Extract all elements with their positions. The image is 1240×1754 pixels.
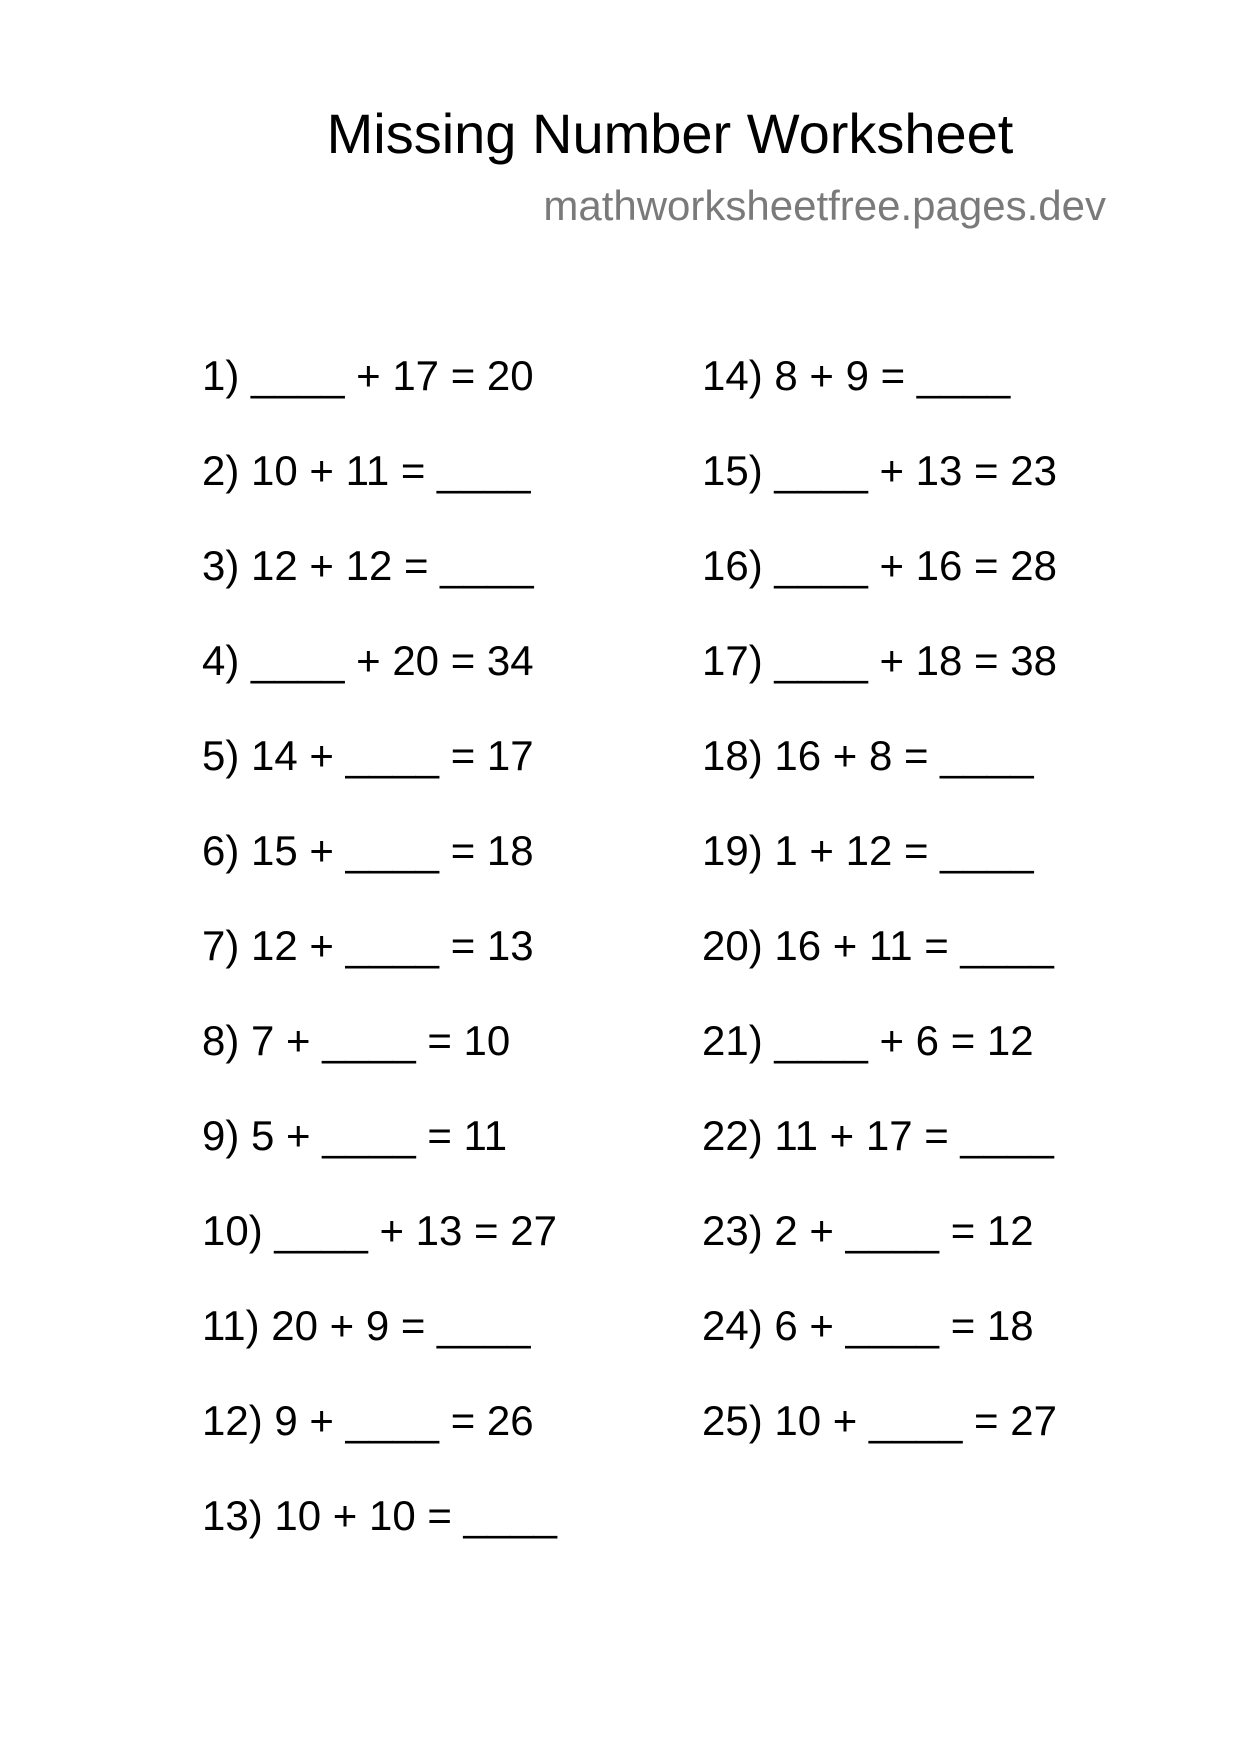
website-url: mathworksheetfree.pages.dev bbox=[543, 182, 1106, 229]
problem-21: 21) ____ + 6 = 12 bbox=[702, 1017, 1034, 1064]
problem-5: 5) 14 + ____ = 17 bbox=[202, 732, 534, 779]
problem-18: 18) 16 + 8 = ____ bbox=[702, 732, 1034, 779]
problem-9: 9) 5 + ____ = 11 bbox=[202, 1112, 508, 1159]
problem-20: 20) 16 + 11 = ____ bbox=[702, 922, 1054, 969]
problem-10: 10) ____ + 13 = 27 bbox=[202, 1207, 557, 1254]
problem-15: 15) ____ + 13 = 23 bbox=[702, 447, 1057, 494]
problem-13: 13) 10 + 10 = ____ bbox=[202, 1492, 557, 1539]
problem-14: 14) 8 + 9 = ____ bbox=[702, 352, 1011, 399]
problem-1: 1) ____ + 17 = 20 bbox=[202, 352, 534, 399]
problem-11: 11) 20 + 9 = ____ bbox=[202, 1302, 531, 1349]
problems-column-right bbox=[702, 348, 1222, 1488]
problems-column-left bbox=[202, 348, 722, 1583]
problem-4: 4) ____ + 20 = 34 bbox=[202, 637, 534, 684]
problem-25: 25) 10 + ____ = 27 bbox=[702, 1397, 1057, 1444]
worksheet-title: Missing Number Worksheet bbox=[326, 102, 1014, 165]
problem-12: 12) 9 + ____ = 26 bbox=[202, 1397, 534, 1444]
problem-22: 22) 11 + 17 = ____ bbox=[702, 1112, 1054, 1159]
problem-17: 17) ____ + 18 = 38 bbox=[702, 637, 1057, 684]
problem-16: 16) ____ + 16 = 28 bbox=[702, 542, 1057, 589]
problem-6: 6) 15 + ____ = 18 bbox=[202, 827, 534, 874]
problem-19: 19) 1 + 12 = ____ bbox=[702, 827, 1034, 874]
problem-7: 7) 12 + ____ = 13 bbox=[202, 922, 534, 969]
problem-24: 24) 6 + ____ = 18 bbox=[702, 1302, 1034, 1349]
problem-8: 8) 7 + ____ = 10 bbox=[202, 1017, 511, 1064]
problem-23: 23) 2 + ____ = 12 bbox=[702, 1207, 1034, 1254]
problem-3: 3) 12 + 12 = ____ bbox=[202, 542, 534, 589]
problem-2: 2) 10 + 11 = ____ bbox=[202, 447, 531, 494]
